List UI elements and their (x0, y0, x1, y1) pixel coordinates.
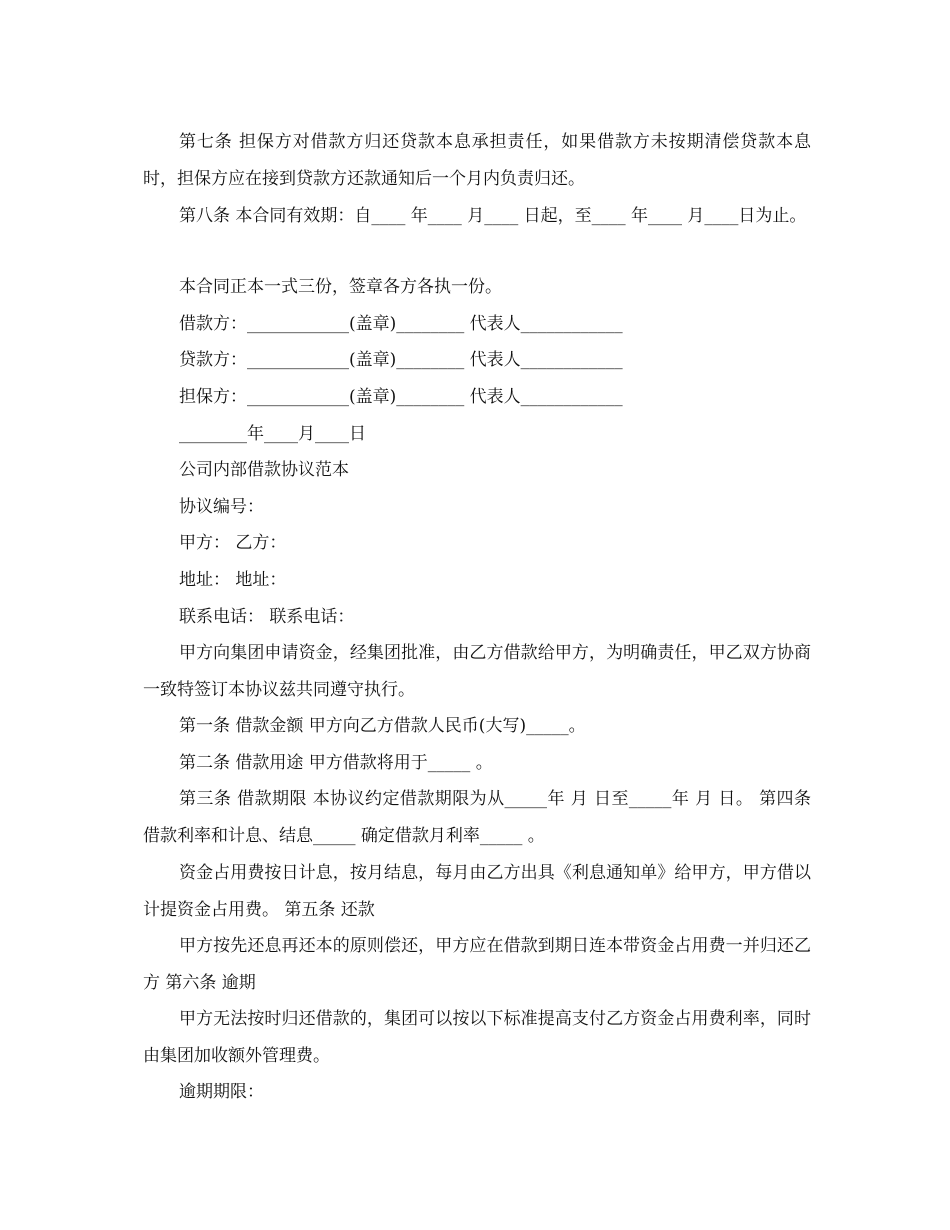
address-field: 地址： 地址： (179, 570, 287, 590)
article-6-paragraph: 甲方按先还息再还本的原则偿还，甲方应在借款到期日连本带资金占用费一并归还乙方 第六条 逾期 (143, 936, 811, 993)
phone-field: 联系电话： 联系电话： (179, 607, 355, 627)
clause-7-paragraph: 第七条 担保方对借款方归还贷款本息承担责任，如果借款方未按期清偿贷款本息时，担保方应在接到贷款方还款通知后一个月内负责归还。 (143, 132, 811, 189)
agreement-number-field: 协议编号： (179, 497, 264, 517)
guarantor-signature-line: 担保方：____________(盖章)________ 代表人____________ (179, 387, 623, 407)
copies-statement: 本合同正本一式三份，签章各方各执一份。 (179, 277, 502, 297)
article-5-paragraph: 资金占用费按日计息，按月结息，每月由乙方出具《利息通知单》给甲方，甲方借以计提资金占用费。 第五条 还款 (143, 863, 811, 920)
date-line: ________年____月____日 (179, 424, 366, 444)
article-2-purpose: 第二条 借款用途 甲方借款将用于_____ 。 (179, 753, 493, 773)
agreement-title: 公司内部借款协议范本 (179, 460, 349, 480)
clause-8-validity-paragraph: 第八条 本合同有效期：自____ 年____ 月____ 日起，至____ 年____ 月____日为止。 (179, 206, 807, 226)
preamble-paragraph: 甲方向集团申请资金，经集团批准，由乙方借款给甲方，为明确责任，甲乙双方协商一致特签订本协议兹共同遵守执行。 (143, 643, 811, 700)
article-1-amount: 第一条 借款金额 甲方向乙方借款人民币(大写)_____。 (179, 716, 586, 736)
lender-signature-line: 贷款方：____________(盖章)________ 代表人____________ (179, 350, 623, 370)
overdue-period-label: 逾期期限： (179, 1082, 264, 1102)
parties-field: 甲方： 乙方： (179, 533, 287, 553)
borrower-signature-line: 借款方：____________(盖章)________ 代表人____________ (179, 314, 623, 334)
article-3-4-paragraph: 第三条 借款期限 本协议约定借款期限为从_____年 月 日至_____年 月 日。 第四条 借款利率和计息、结息_____ 确定借款月利率_____ 。 (143, 789, 811, 846)
overdue-paragraph: 甲方无法按时归还借款的，集团可以按以下标准提高支付乙方资金占用费利率，同时由集团加收额外管理费。 (143, 1009, 811, 1066)
